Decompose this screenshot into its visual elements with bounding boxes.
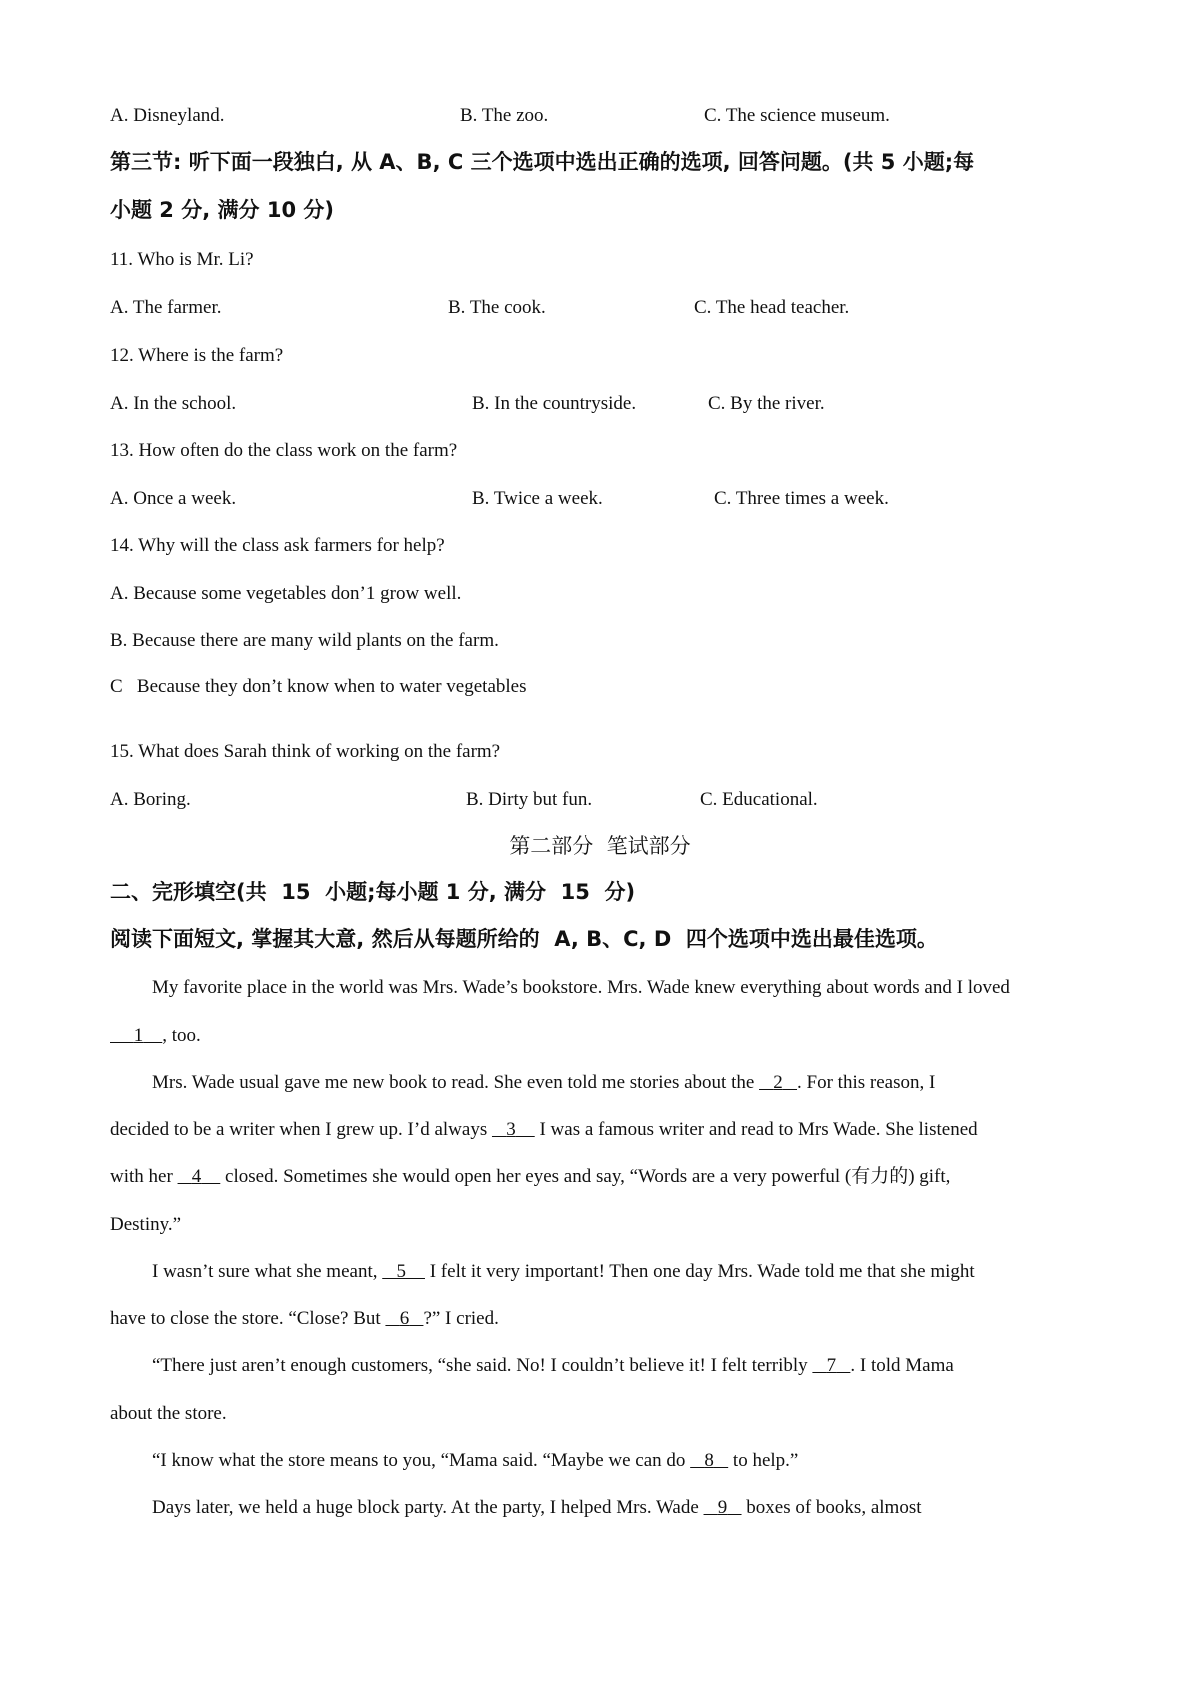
blank-9: 9 (717, 1497, 728, 1518)
passage-p4-line1: “There just aren’t enough customers, “she said. No! I couldn’t believe it! I felt terribly 7 . I told Mama (152, 1355, 954, 1376)
q14-option-a: A. Because some vegetables don’1 grow well. (110, 583, 462, 604)
q10-option-c: C. The science museum. (704, 105, 890, 126)
q11-option-a: A. The farmer. (110, 297, 222, 318)
q14-option-c: C Because they don’t know when to water vegetables (110, 676, 527, 697)
passage-p2-line1: Mrs. Wade usual gave me new book to read. She even told me stories about the 2 . For this reason, I (152, 1072, 936, 1093)
passage-p6-line1: Days later, we held a huge block party. At the party, I helped Mrs. Wade 9 boxes of books, almost (152, 1497, 922, 1518)
q12-option-c: C. By the river. (708, 393, 825, 414)
cloze-section-title: 二、完形填空(共 15 小题;每小题 1 分, 满分 15 分) (110, 880, 636, 904)
q15-option-c: C. Educational. (700, 789, 818, 810)
passage-p2-line4: Destiny.” (110, 1214, 182, 1235)
q14-option-b: B. Because there are many wild plants on the farm. (110, 630, 499, 651)
blank-3: 3 (506, 1119, 516, 1140)
section3-heading-line1: 第三节: 听下面一段独白, 从 A、B, C 三个选项中选出正确的选项, 回答问题。(共 5 小题;每 (110, 150, 975, 174)
q11-option-c: C. The head teacher. (694, 297, 850, 318)
q10-option-b: B. The zoo. (460, 105, 549, 126)
blank-1: 1 (133, 1025, 144, 1046)
q12-option-b: B. In the countryside. (472, 393, 637, 414)
q15-option-b: B. Dirty but fun. (466, 789, 593, 810)
section3-heading-line2: 小题 2 分, 满分 10 分) (110, 198, 334, 222)
passage-p5-line1: “I know what the store means to you, “Mama said. “Maybe we can do 8 to help.” (152, 1450, 799, 1471)
blank-2: 2 (773, 1072, 783, 1093)
q12-option-a: A. In the school. (110, 393, 237, 414)
question-11: 11. Who is Mr. Li? (110, 249, 254, 270)
question-12: 12. Where is the farm? (110, 345, 284, 366)
question-14: 14. Why will the class ask farmers for help? (110, 535, 445, 556)
cloze-instruction: 阅读下面短文, 掌握其大意, 然后从每题所给的 A, B、C, D 四个选项中选出最佳选项。 (110, 927, 938, 951)
question-15: 15. What does Sarah think of working on the farm? (110, 741, 501, 762)
passage-p2-line3: with her 4 closed. Sometimes she would open her eyes and say, “Words are a very powerful (有力的) gift, (110, 1166, 951, 1187)
q15-option-a: A. Boring. (110, 789, 191, 810)
blank-4: 4 (191, 1166, 202, 1187)
q13-option-a: A. Once a week. (110, 488, 237, 509)
passage-p3-line2: have to close the store. “Close? But 6 ?” I cried. (110, 1308, 499, 1329)
q10-option-a: A. Disneyland. (110, 105, 225, 126)
q11-option-b: B. The cook. (448, 297, 546, 318)
blank-8: 8 (704, 1450, 714, 1471)
passage-p2-line2: decided to be a writer when I grew up. I’d always 3 I was a famous writer and read to Mrs Wade. She listened (110, 1119, 978, 1140)
passage-p4-line2: about the store. (110, 1403, 227, 1424)
passage-p1-line2: 1 , too. (110, 1024, 1100, 1048)
blank-6: 6 (399, 1308, 410, 1329)
passage-p3-line1: I wasn’t sure what she meant, 5 I felt it very important! Then one day Mrs. Wade told me that she might (152, 1261, 975, 1282)
part2-title: 第二部分 笔试部分 (509, 834, 691, 858)
q13-option-b: B. Twice a week. (472, 488, 603, 509)
blank-5: 5 (396, 1261, 406, 1282)
question-13: 13. How often do the class work on the farm? (110, 440, 458, 461)
blank-7: 7 (826, 1355, 837, 1376)
q13-option-c: C. Three times a week. (714, 488, 889, 509)
passage-p1-line1: My favorite place in the world was Mrs. Wade’s bookstore. Mrs. Wade knew everything about words and I loved (152, 977, 1010, 998)
